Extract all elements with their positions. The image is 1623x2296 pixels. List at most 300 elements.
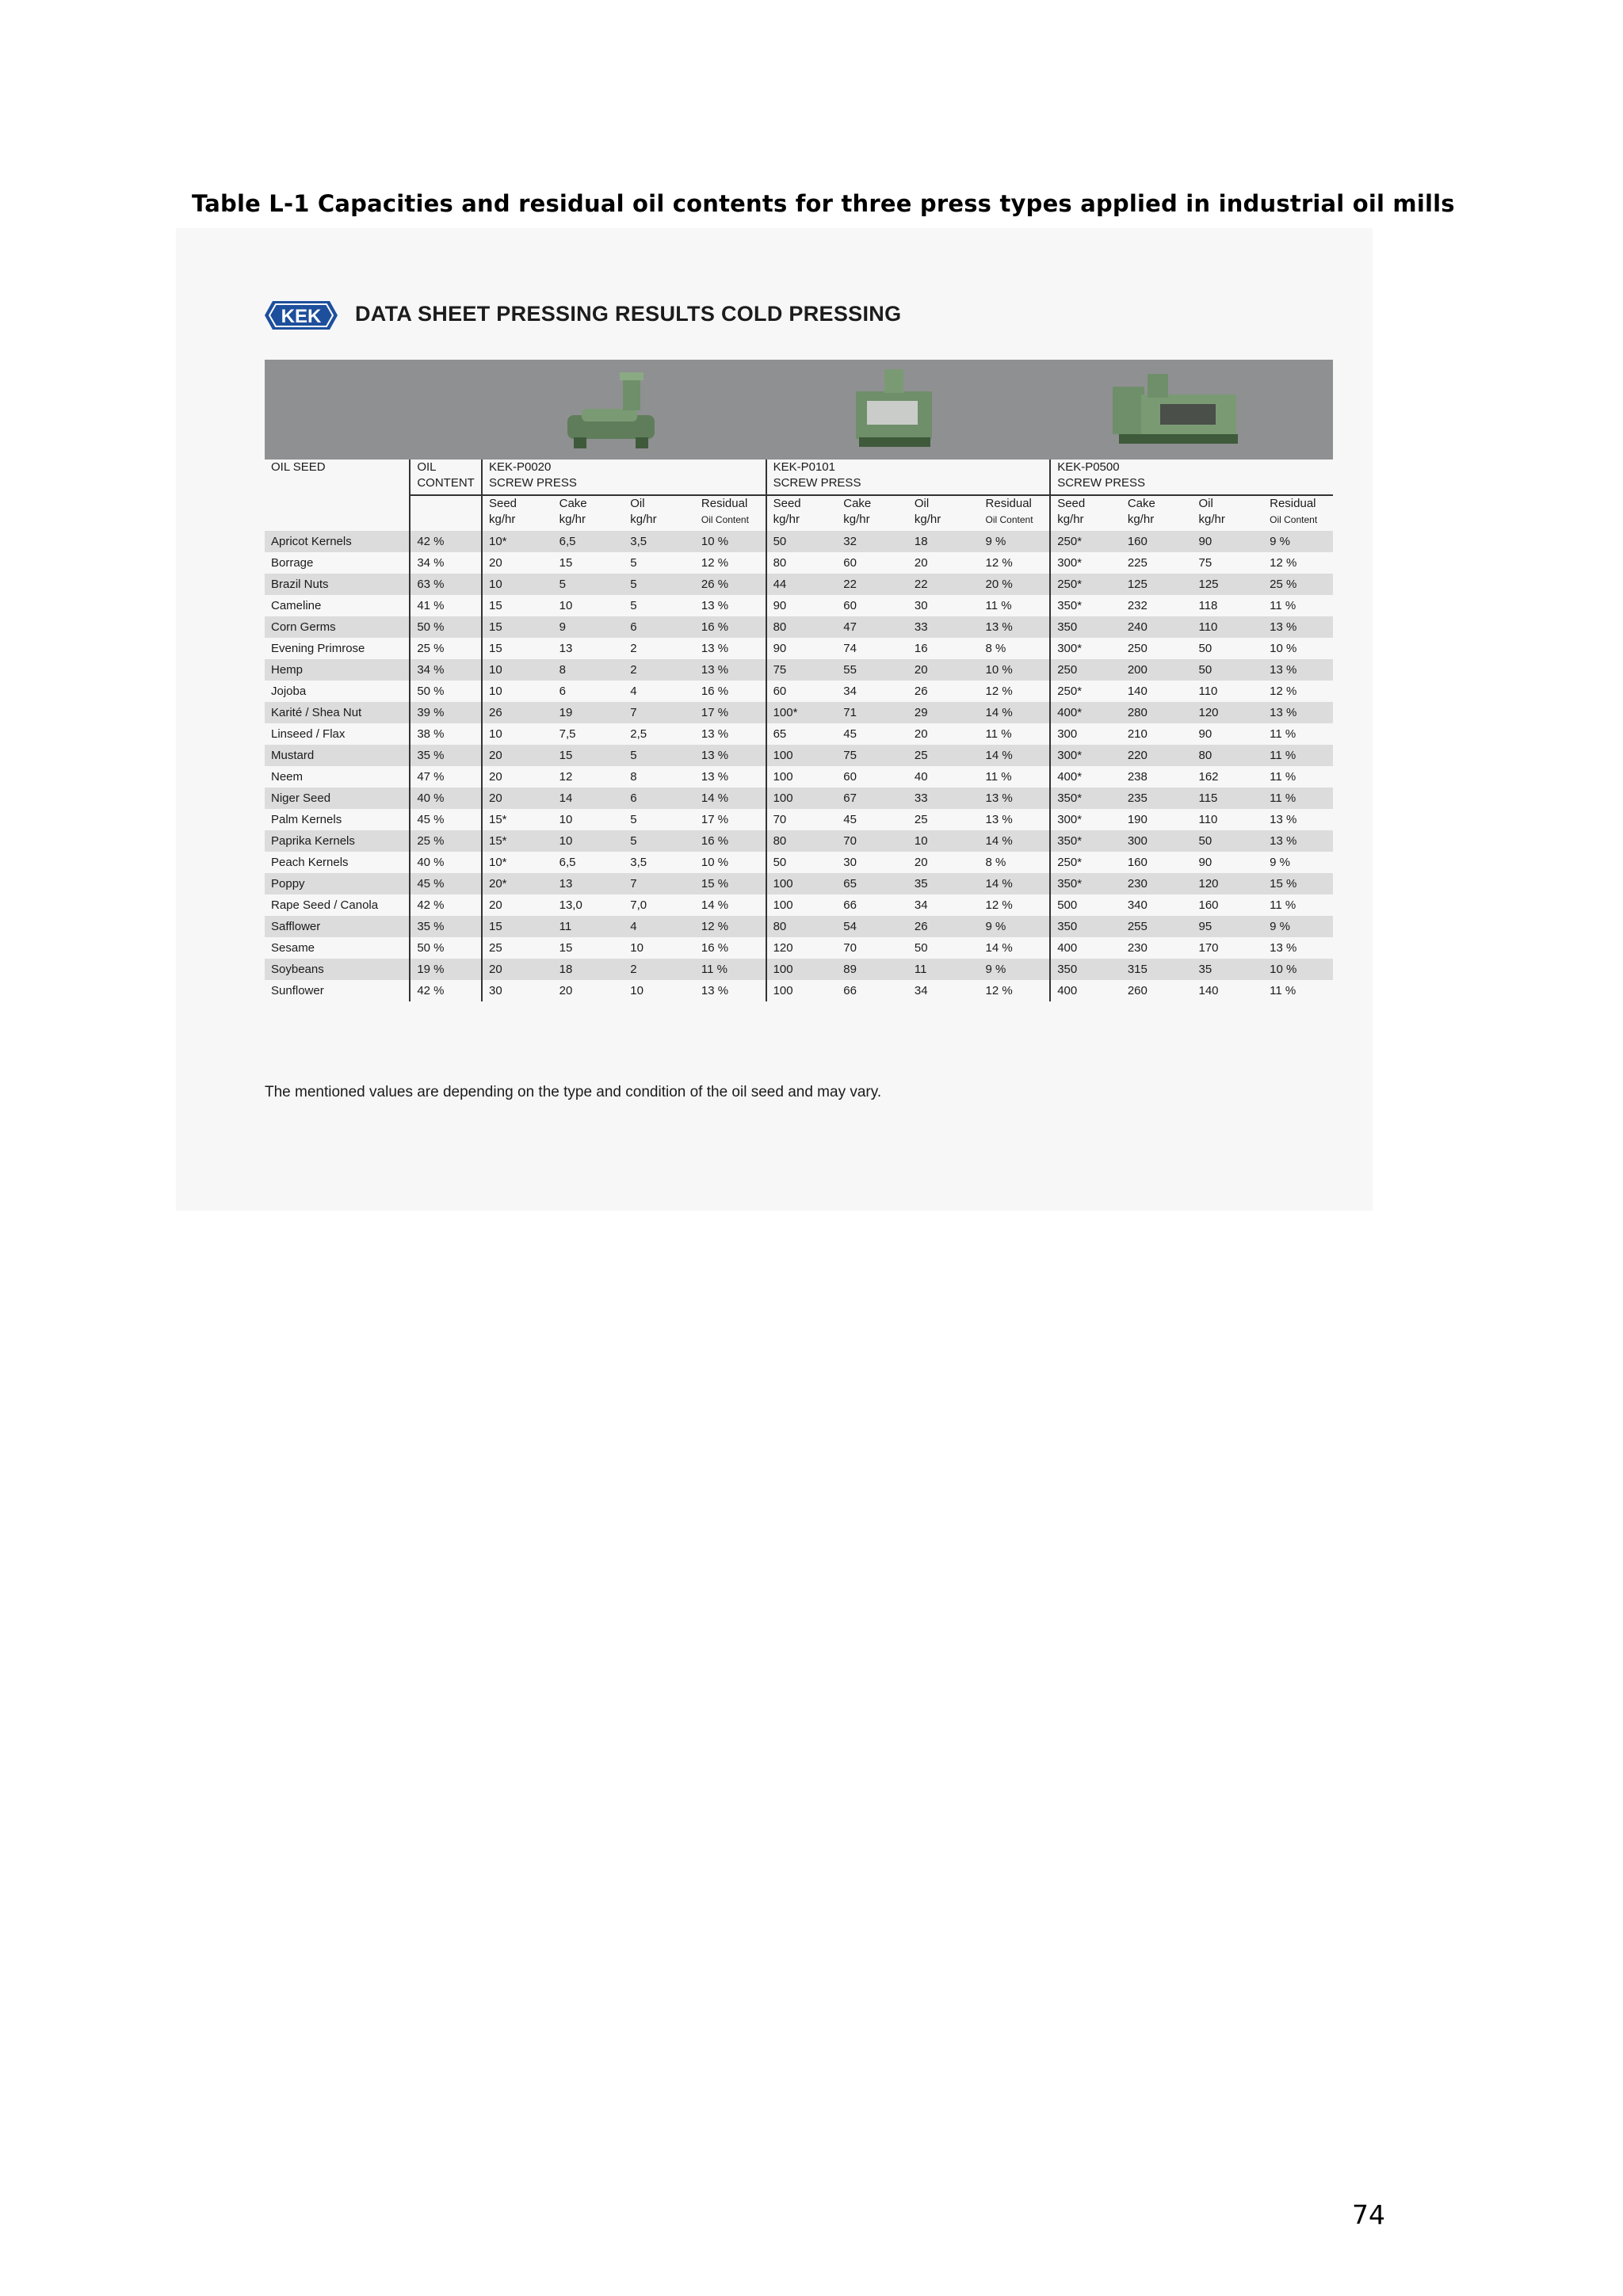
table-cell: 11 % [980,723,1051,745]
header-oil-seed: OIL SEED [271,460,326,474]
table-cell: 125 [1121,574,1193,595]
footnote: The mentioned values are depending on the type and condition of the oil seed and may vary. [265,1084,882,1100]
table-cell: 10 % [1263,638,1333,659]
table-cell: 12 % [980,552,1051,574]
table-cell: 55 [837,659,908,681]
subheader-cake: Cake kg/hr [843,497,872,526]
table-cell: 250* [1050,681,1121,702]
table-cell: 120 [766,937,838,959]
table-cell: 13 % [980,809,1051,830]
table-cell: 19 [553,702,624,723]
table-cell: 15* [482,809,553,830]
table-cell: 45 [837,723,908,745]
table-cell: 7 [624,873,695,894]
table-row [265,723,1333,745]
table-cell: 18 [553,959,624,980]
table-cell: 12 % [980,980,1051,1001]
table-cell: 13 % [1263,616,1333,638]
table-cell: 42 % [410,531,482,552]
table-cell: 7,5 [553,723,624,745]
table-cell: 8 [553,659,624,681]
table-cell: 13 [553,638,624,659]
table-cell: 70 [837,830,908,852]
table-cell: 250* [1050,574,1121,595]
table-cell: 13 [553,873,624,894]
table-cell: 25 % [410,830,482,852]
table-cell: 41 % [410,595,482,616]
table-cell: 350* [1050,830,1121,852]
table-cell: 13 % [1263,702,1333,723]
table-cell: 300 [1050,723,1121,745]
oil-seed-name: Soybeans [265,959,410,980]
table-cell: 300* [1050,552,1121,574]
table-cell: 14 % [695,894,766,916]
table-cell: 33 [908,788,980,809]
table-cell: 110 [1192,809,1263,830]
table-cell: 20 [553,980,624,1001]
table-cell: 47 [837,616,908,638]
table-cell: 20 [482,959,553,980]
table-cell: 13 % [695,766,766,788]
table-cell: 6,5 [553,852,624,873]
oil-seed-name: Linseed / Flax [265,723,410,745]
table-cell: 100* [766,702,838,723]
table-cell: 8 [624,766,695,788]
table-cell: 16 [908,638,980,659]
table-cell: 140 [1121,681,1193,702]
kek-logo [265,299,338,331]
oil-seed-name: Cameline [265,595,410,616]
table-cell: 2,5 [624,723,695,745]
table-cell: 400* [1050,766,1121,788]
table-cell: 13 % [695,980,766,1001]
table-cell: 110 [1192,616,1263,638]
table-cell: 75 [837,745,908,766]
press-photo-banner [265,360,1333,460]
table-cell: 34 [908,894,980,916]
table-cell: 65 [837,873,908,894]
table-cell: 280 [1121,702,1193,723]
table-cell: 160 [1121,852,1193,873]
header-oil-content-blank [410,495,482,531]
table-cell: 22 [908,574,980,595]
table-cell: 11 % [1263,894,1333,916]
oil-seed-name: Corn Germs [265,616,410,638]
table-cell: 230 [1121,937,1193,959]
table-cell: 10 % [980,659,1051,681]
table-cell: 100 [766,959,838,980]
table-cell: 34 [908,980,980,1001]
table-cell: 50 [1192,638,1263,659]
table-cell: 5 [624,552,695,574]
table-cell: 90 [766,638,838,659]
table-cell: 500 [1050,894,1121,916]
table-cell: 350* [1050,873,1121,894]
table-cell: 22 [837,574,908,595]
table-cell: 14 % [980,873,1051,894]
table-cell: 5 [624,809,695,830]
table-cell: 50 % [410,681,482,702]
table-cell: 47 % [410,766,482,788]
press-p0500-image [1105,360,1255,460]
table-cell: 35 % [410,916,482,937]
oil-seed-name: Sesame [265,937,410,959]
table-cell: 110 [1192,681,1263,702]
subheader-oil: Oil kg/hr [914,497,941,526]
table-cell: 20* [482,873,553,894]
subheader-oil: Oil kg/hr [630,497,657,526]
table-cell: 80 [766,916,838,937]
table-cell: 13 % [695,723,766,745]
table-cell: 12 % [1263,552,1333,574]
table-cell: 6 [553,681,624,702]
table-row [265,745,1333,766]
oil-seed-name: Hemp [265,659,410,681]
table-cell: 70 [837,937,908,959]
table-cell: 13 % [1263,659,1333,681]
subheader-cake: Cake kg/hr [559,497,587,526]
table-cell: 34 [837,681,908,702]
table-cell: 4 [624,916,695,937]
sheet-title: DATA SHEET PRESSING RESULTS COLD PRESSING [355,302,902,326]
oil-seed-name: Mustard [265,745,410,766]
table-cell: 300* [1050,809,1121,830]
table-row [265,766,1333,788]
table-cell: 65 [766,723,838,745]
oil-seed-name: Apricot Kernels [265,531,410,552]
table-cell: 260 [1121,980,1193,1001]
table-cell: 50 [766,852,838,873]
table-cell: 25 % [410,638,482,659]
table-cell: 35 [1192,959,1263,980]
table-cell: 118 [1192,595,1263,616]
table-cell: 170 [1192,937,1263,959]
table-row [265,830,1333,852]
table-cell: 10 [482,574,553,595]
table-cell: 90 [1192,531,1263,552]
table-cell: 16 % [695,937,766,959]
table-cell: 100 [766,873,838,894]
table-cell: 8 % [980,638,1051,659]
table-cell: 6 [624,788,695,809]
table-cell: 25 [908,745,980,766]
table-cell: 67 [837,788,908,809]
oil-seed-name: Borrage [265,552,410,574]
table-cell: 115 [1192,788,1263,809]
table-cell: 20 [908,552,980,574]
header-oil-content: OIL CONTENT [410,460,482,495]
data-sheet-figure [176,228,1373,1211]
table-row [265,616,1333,638]
table-row [265,552,1333,574]
table-cell: 75 [1192,552,1263,574]
table-cell: 5 [624,745,695,766]
table-cell: 15 % [1263,873,1333,894]
table-cell: 5 [624,595,695,616]
table-cell: 80 [766,616,838,638]
table-cell: 350* [1050,595,1121,616]
table-cell: 7 [624,702,695,723]
table-cell: 15 [482,616,553,638]
table-cell: 35 % [410,745,482,766]
table-cell: 42 % [410,894,482,916]
table-cell: 50 [1192,659,1263,681]
table-cell: 71 [837,702,908,723]
table-cell: 10 [553,809,624,830]
table-cell: 3,5 [624,531,695,552]
table-cell: 45 % [410,873,482,894]
table-row [265,574,1333,595]
table-cell: 300* [1050,745,1121,766]
table-cell: 60 [837,766,908,788]
table-cell: 160 [1192,894,1263,916]
table-cell: 2 [624,959,695,980]
table-cell: 42 % [410,980,482,1001]
table-cell: 14 % [980,702,1051,723]
table-cell: 232 [1121,595,1193,616]
table-cell: 11 % [1263,980,1333,1001]
table-cell: 15 % [695,873,766,894]
table-cell: 45 [837,809,908,830]
table-cell: 240 [1121,616,1193,638]
table-cell: 25 [482,937,553,959]
table-cell: 350 [1050,616,1121,638]
table-row [265,788,1333,809]
table-cell: 11 % [1263,788,1333,809]
table-cell: 11 % [695,959,766,980]
table-row [265,531,1333,552]
table-cell: 66 [837,894,908,916]
table-cell: 60 [766,681,838,702]
subheader-seed: Seed kg/hr [1050,495,1121,531]
table-cell: 11 % [980,595,1051,616]
table-cell: 18 [908,531,980,552]
oil-seed-name: Brazil Nuts [265,574,410,595]
table-cell: 300* [1050,638,1121,659]
table-cell: 10* [482,531,553,552]
table-cell: 12 % [980,681,1051,702]
table-cell: 50 [766,531,838,552]
table-cell: 15 [482,916,553,937]
table-cell: 40 % [410,788,482,809]
table-cell: 300 [1121,830,1193,852]
table-cell: 11 % [1263,745,1333,766]
table-cell: 350 [1050,959,1121,980]
table-cell: 2 [624,638,695,659]
table-cell: 32 [837,531,908,552]
table-cell: 16 % [695,681,766,702]
header-press-p0500: KEK-P0500 SCREW PRESS [1050,460,1333,495]
table-row [265,959,1333,980]
table-cell: 20 [908,659,980,681]
table-cell: 9 % [980,916,1051,937]
table-cell: 10 [553,595,624,616]
table-cell: 30 [482,980,553,1001]
table-cell: 9 % [1263,852,1333,873]
table-cell: 95 [1192,916,1263,937]
table-cell: 80 [766,830,838,852]
oil-seed-name: Jojoba [265,681,410,702]
table-caption: Table L-1 Capacities and residual oil contents for three press types applied in industrial oil mills [192,190,1455,217]
table-cell: 10 [908,830,980,852]
subheader-oil: Oil kg/hr [1198,497,1225,526]
table-cell: 5 [624,574,695,595]
table-cell: 100 [766,980,838,1001]
table-cell: 220 [1121,745,1193,766]
table-cell: 13,0 [553,894,624,916]
table-cell: 15 [482,595,553,616]
table-cell: 340 [1121,894,1193,916]
table-cell: 90 [1192,723,1263,745]
table-cell: 60 [837,552,908,574]
table-cell: 190 [1121,809,1193,830]
table-cell: 10 % [695,852,766,873]
table-row [265,916,1333,937]
table-cell: 120 [1192,873,1263,894]
oil-seed-name: Safflower [265,916,410,937]
table-cell: 90 [1192,852,1263,873]
table-cell: 34 % [410,659,482,681]
oil-seed-name: Poppy [265,873,410,894]
table-cell: 230 [1121,873,1193,894]
table-cell: 89 [837,959,908,980]
table-cell: 11 % [1263,723,1333,745]
oil-seed-name: Paprika Kernels [265,830,410,852]
table-cell: 20 [482,552,553,574]
table-cell: 33 [908,616,980,638]
table-cell: 15 [482,638,553,659]
table-cell: 15 [553,745,624,766]
table-cell: 26 [908,916,980,937]
table-cell: 10 [624,980,695,1001]
table-cell: 90 [766,595,838,616]
table-cell: 13 % [695,638,766,659]
oil-seed-name: Karité / Shea Nut [265,702,410,723]
table-cell: 25 [908,809,980,830]
table-cell: 20 [482,766,553,788]
subheader-residual: Residual Oil Content [701,497,749,525]
table-row [265,681,1333,702]
table-cell: 11 % [980,766,1051,788]
table-cell: 29 [908,702,980,723]
table-cell: 100 [766,766,838,788]
table-row [265,873,1333,894]
table-cell: 400* [1050,702,1121,723]
table-row [265,809,1333,830]
table-cell: 250* [1050,852,1121,873]
table-cell: 14 % [980,830,1051,852]
table-cell: 9 % [1263,916,1333,937]
table-cell: 350* [1050,788,1121,809]
table-row [265,659,1333,681]
table-cell: 10 [553,830,624,852]
table-cell: 54 [837,916,908,937]
table-row [265,638,1333,659]
table-cell: 15 [553,552,624,574]
table-cell: 238 [1121,766,1193,788]
table-cell: 4 [624,681,695,702]
table-cell: 10 [482,723,553,745]
table-cell: 400 [1050,937,1121,959]
table-cell: 210 [1121,723,1193,745]
table-cell: 10 [482,681,553,702]
table-cell: 20 [482,894,553,916]
table-cell: 235 [1121,788,1193,809]
table-row [265,702,1333,723]
oil-seed-name: Evening Primrose [265,638,410,659]
table-cell: 12 % [695,916,766,937]
table-cell: 10 [624,937,695,959]
oil-seed-name: Peach Kernels [265,852,410,873]
table-cell: 80 [1192,745,1263,766]
table-cell: 100 [766,788,838,809]
table-cell: 80 [766,552,838,574]
table-row [265,852,1333,873]
table-cell: 2 [624,659,695,681]
table-cell: 255 [1121,916,1193,937]
subheader-residual: Residual Oil Content [985,497,1033,525]
table-cell: 26 [908,681,980,702]
table-cell: 250 [1121,638,1193,659]
table-cell: 15* [482,830,553,852]
table-cell: 26 % [695,574,766,595]
table-cell: 225 [1121,552,1193,574]
table-cell: 40 [908,766,980,788]
pressing-results-table [265,460,1333,1001]
header-press-p0101: KEK-P0101 SCREW PRESS [766,460,1051,495]
oil-seed-name: Rape Seed / Canola [265,894,410,916]
oil-seed-name: Niger Seed [265,788,410,809]
table-cell: 20 % [980,574,1051,595]
table-cell: 20 [908,852,980,873]
subheader-cake: Cake kg/hr [1127,497,1155,526]
table-cell: 10 % [695,531,766,552]
table-cell: 9 % [980,959,1051,980]
kek-logo-text: KEK [281,306,322,327]
table-cell: 11 [553,916,624,937]
table-cell: 12 % [980,894,1051,916]
table-cell: 50 % [410,616,482,638]
table-cell: 10 [482,659,553,681]
table-cell: 44 [766,574,838,595]
table-cell: 20 [908,723,980,745]
table-cell: 66 [837,980,908,1001]
table-cell: 74 [837,638,908,659]
table-cell: 125 [1192,574,1263,595]
table-cell: 13 % [980,616,1051,638]
table-cell: 38 % [410,723,482,745]
table-cell: 5 [624,830,695,852]
table-cell: 25 % [1263,574,1333,595]
table-cell: 50 % [410,937,482,959]
table-row [265,894,1333,916]
table-cell: 75 [766,659,838,681]
table-cell: 70 [766,809,838,830]
table-cell: 6 [624,616,695,638]
table-cell: 100 [766,745,838,766]
table-cell: 11 % [1263,766,1333,788]
table-cell: 16 % [695,616,766,638]
table-cell: 20 [482,788,553,809]
table-cell: 30 [837,852,908,873]
table-cell: 39 % [410,702,482,723]
table-cell: 17 % [695,702,766,723]
table-cell: 13 % [980,788,1051,809]
table-cell: 13 % [1263,830,1333,852]
table-cell: 45 % [410,809,482,830]
oil-seed-name: Palm Kernels [265,809,410,830]
table-cell: 15 [553,937,624,959]
